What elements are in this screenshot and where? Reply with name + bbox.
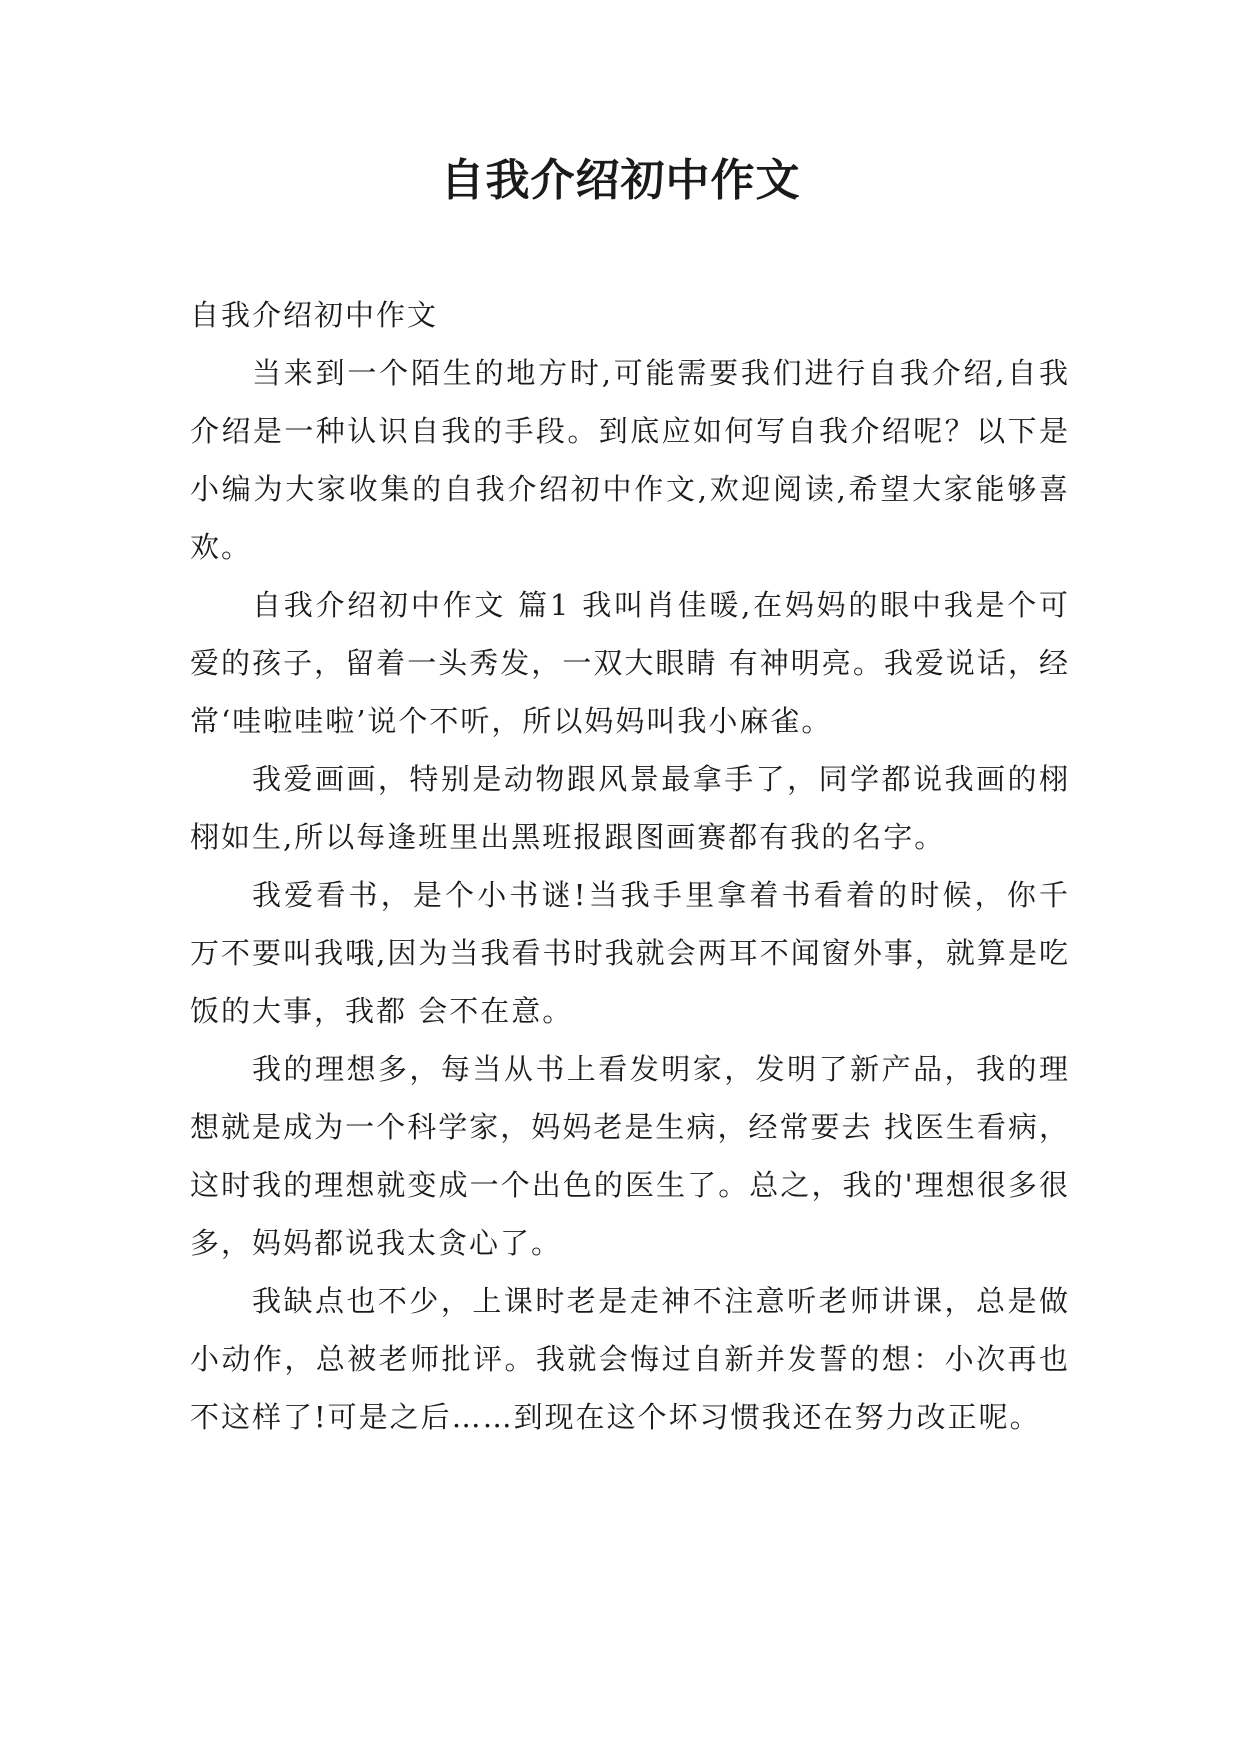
paragraph-drawing: 我爱画画，特别是动物跟风景最拿手了，同学都说我画的栩栩如生,所以每逢班里出黑班报跟图画赛都有我的名字。 bbox=[190, 762, 1070, 854]
document-subtitle: 自我介绍初中作文 bbox=[190, 298, 439, 332]
paragraph-shortcomings: 我缺点也不少，上课时老是走神不注意听老师讲课，总是做小动作，总被老师批评。我就会悔过自新并发誓的想：小次再也不这样了!可是之后……到现在这个坏习惯我还在努力改正呢。 bbox=[190, 1284, 1070, 1434]
paragraph-dreams: 我的理想多，每当从书上看发明家，发明了新产品，我的理想就是成为一个科学家，妈妈老是生病，经常要去 找医生看病，这时我的理想就变成一个出色的医生了。总之，我的'理想很多很多，妈妈都说我太贪心了。 bbox=[190, 1052, 1070, 1260]
paragraph-reading: 我爱看书，是个小书谜!当我手里拿着书看着的时候，你千万不要叫我哦,因为当我看书时我就会两耳不闻窗外事，就算是吃饭的大事，我都 会不在意。 bbox=[190, 878, 1070, 1028]
document-body bbox=[190, 286, 1070, 1446]
paragraph-intro: 当来到一个陌生的地方时,可能需要我们进行自我介绍,自我介绍是一种认识自我的手段。到底应如何写自我介绍呢？以下是小编为大家收集的自我介绍初中作文,欢迎阅读,希望大家能够喜欢。 bbox=[190, 356, 1070, 564]
paragraph-section-1: 自我介绍初中作文 篇1 我叫肖佳暖,在妈妈的眼中我是个可爱的孩子，留着一头秀发，一双大眼睛 有神明亮。我爱说话，经常‘哇啦哇啦’说个不听，所以妈妈叫我小麻雀。 bbox=[190, 588, 1070, 738]
document-title: 自我介绍初中作文 bbox=[440, 155, 801, 206]
